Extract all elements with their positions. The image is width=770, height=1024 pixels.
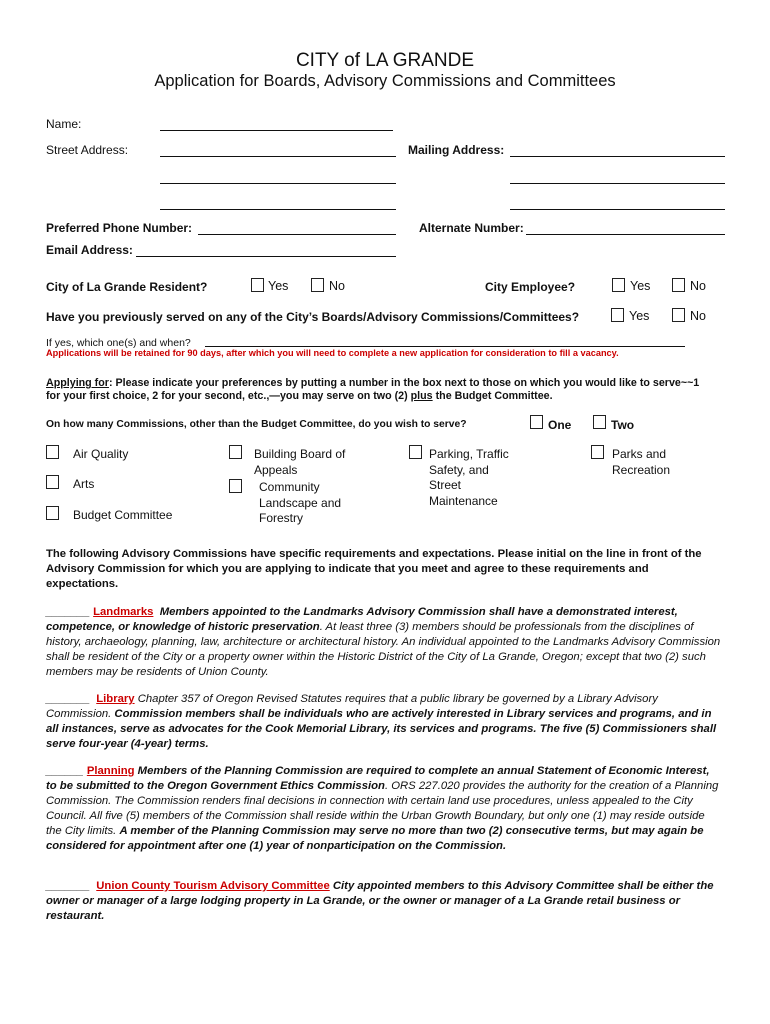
arts-checkbox[interactable] <box>46 475 59 489</box>
retention-notice: Applications will be retained for 90 days, after which you will need to complete a new application for consideration to fill a vacancy. <box>46 348 619 358</box>
parks-checkbox[interactable] <box>591 445 604 459</box>
resident-no-checkbox[interactable] <box>311 278 324 292</box>
served-yes-checkbox[interactable] <box>611 308 624 322</box>
preferred-phone-label: Preferred Phone Number: <box>46 221 193 235</box>
resident-yes-label: Yes <box>268 279 289 293</box>
landmarks-paragraph: _______ Landmarks Members appointed to the Landmarks Advisory Commission shall have a demonstrated interest, competence, or knowledge of historic preservation. At least three (3) members should be professionals from the disciplines of history, archaeology, planning, law, architecture or architectural history. An individual appointed to the Landmarks Advisory Commission shall be resident of the City or a property owner within the Historic District of the City of La Grande, Oregon; except that two (2) such members may be residents of Union County. <box>46 606 721 678</box>
employee-yes-checkbox[interactable] <box>612 278 625 292</box>
alternate-number-field[interactable] <box>526 234 725 235</box>
mailing-address-label: Mailing Address: <box>408 143 505 157</box>
air-quality-label: Air Quality <box>73 447 129 461</box>
tourism-initial-line[interactable]: _______ <box>46 880 90 892</box>
served-no-label: No <box>690 309 706 323</box>
parks-label: Parks and Recreation <box>612 447 671 477</box>
mailing-address-field-3[interactable] <box>510 209 725 210</box>
name-field[interactable] <box>160 130 393 131</box>
resident-yes-checkbox[interactable] <box>251 278 264 292</box>
one-label: One <box>548 418 572 432</box>
which-when-label: If yes, which one(s) and when? <box>46 337 191 349</box>
building-board-checkbox[interactable] <box>229 445 242 459</box>
community-landscape-checkbox[interactable] <box>229 479 242 493</box>
library-paragraph: _______ Library Chapter 357 of Oregon Revised Statutes requires that a public library be governed by a Library Advisory Commission. Commission members shall be individuals who are actively interested in Library services and programs, and in all instances, serve as advocates for the Cook Memorial Library, its services and programs. The five (5) Commissioners shall serve four-year (4-year) terms. <box>46 693 717 750</box>
mailing-address-field[interactable] <box>510 156 725 157</box>
page-title: CITY of LA GRANDE <box>295 50 475 71</box>
applying-instructions-line1: Applying for: Please indicate your preferences by putting a number in the box next to those on which you would like to serve~~1 <box>46 377 700 389</box>
planning-title: Planning <box>86 765 135 777</box>
library-initial-line[interactable]: _______ <box>46 693 90 705</box>
tourism-title: Union County Tourism Advisory Committee <box>96 880 330 892</box>
served-yes-label: Yes <box>629 309 650 323</box>
served-no-checkbox[interactable] <box>672 308 685 322</box>
community-landscape-label: Community Landscape and Forestry <box>259 480 342 525</box>
planning-paragraph: ______ Planning Members of the Planning Commission are required to complete an annual Statement of Economic Interest, to be submitted to the Oregon Government Ethics Commission. ORS 227.020 provides the authority for the creation of a Planning Commission. The Commission renders final decisions in connection with certain land use procedures, unless appealed to the City Council. All five (5) members of the Commission shall reside within the Urban Growth Boundary, but only one (1) may reside outside the City limits. A member of the Planning Commission may serve no more than two (2) consecutive terms, but may again be considered for appointment after one (1) year of nonparticipation on the Commission. <box>46 765 719 852</box>
parking-label: Parking, Traffic Safety, and Street Maintenance <box>429 447 509 508</box>
email-field[interactable] <box>136 256 396 257</box>
employee-question: City Employee? <box>485 280 576 294</box>
two-checkbox[interactable] <box>593 415 606 429</box>
name-label: Name: <box>46 117 82 131</box>
resident-no-label: No <box>329 279 345 293</box>
air-quality-checkbox[interactable] <box>46 445 59 459</box>
employee-no-checkbox[interactable] <box>672 278 685 292</box>
requirements-intro: The following Advisory Commissions have specific requirements and expectations. Please initial on the line in front of the Advisory Commission for which you are applying to indicate that you meet and agree to these requirements and expectations. <box>46 548 702 590</box>
building-board-label: Building Board of Appeals <box>254 447 346 477</box>
library-title: Library <box>96 693 135 705</box>
parking-checkbox[interactable] <box>409 445 422 459</box>
page-subtitle: Application for Boards, Advisory Commissions and Committees <box>154 72 616 90</box>
tourism-paragraph: _______ Union County Tourism Advisory Committee City appointed members to this Advisory Committee shall be either the owner or manager of a large lodging property in La Grande, or the owner or manager of a La Grande retail business or restaurant. <box>46 880 714 922</box>
preferred-phone-field[interactable] <box>198 234 396 235</box>
employee-yes-label: Yes <box>630 279 651 293</box>
resident-question: City of La Grande Resident? <box>46 280 208 294</box>
mailing-address-field-2[interactable] <box>510 183 725 184</box>
applying-instructions-line2: for your first choice, 2 for your second, etc.,—you may serve on two (2) plus the Budget Committee. <box>46 390 553 402</box>
two-label: Two <box>611 418 635 432</box>
one-checkbox[interactable] <box>530 415 543 429</box>
how-many-question: On how many Commissions, other than the Budget Committee, do you wish to serve? <box>46 419 467 430</box>
street-address-label: Street Address: <box>46 143 129 157</box>
budget-committee-checkbox[interactable] <box>46 506 59 520</box>
street-address-field-3[interactable] <box>160 209 396 210</box>
applying-label: Applying for <box>46 377 109 389</box>
planning-initial-line[interactable]: ______ <box>46 765 84 777</box>
budget-committee-label: Budget Committee <box>73 508 173 522</box>
email-label: Email Address: <box>46 243 133 257</box>
employee-no-label: No <box>690 279 706 293</box>
landmarks-title: Landmarks <box>93 606 154 618</box>
which-when-field[interactable] <box>205 346 685 347</box>
street-address-field[interactable] <box>160 156 396 157</box>
served-before-question: Have you previously served on any of the City’s Boards/Advisory Commissions/Committees? <box>46 310 580 324</box>
alternate-number-label: Alternate Number: <box>419 221 524 235</box>
street-address-field-2[interactable] <box>160 183 396 184</box>
landmarks-initial-line[interactable]: _______ <box>46 606 90 618</box>
arts-label: Arts <box>73 477 95 491</box>
